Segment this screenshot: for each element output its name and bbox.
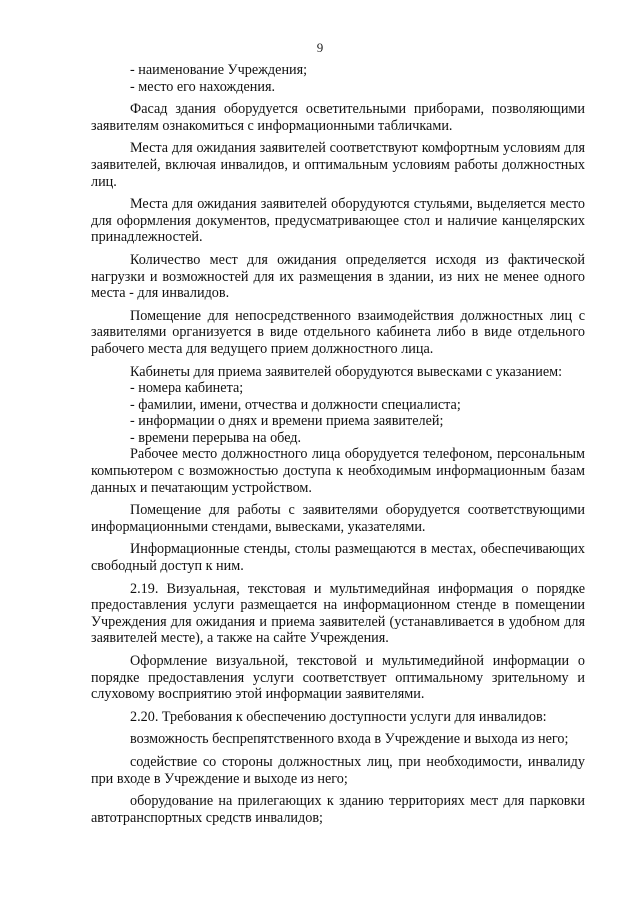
paragraph: 2.20. Требования к обеспечению доступности услуги для инвалидов: [130,708,547,725]
paragraph: Информационные стенды, столы размещаются в местах, обеспечивающих свободный доступ к ним. [91,541,585,575]
paragraph: Оформление визуальной, текстовой и мультимедийной информации о порядке предоставления услуги соответствует оптимальному зрительному и слуховому восприятию этой информации заявителями. [91,653,585,703]
paragraph: Помещение для непосредственного взаимодействия должностных лиц с заявителями организуется в виде отдельного кабинета либо в виде отдельного рабочего места для ведущего прием должностного лица. [91,307,585,357]
page-number: 9 [316,40,324,55]
list-item: - место его нахождения. [130,78,276,95]
list-item: - времени перерыва на обед. [130,429,302,446]
paragraph: Места для ожидания заявителей оборудуются стульями, выделяется место для оформления документов, предусматривающее стол и наличие канцелярских принадлежностей. [91,196,585,246]
paragraph: Количество мест для ожидания определяется исходя из фактической нагрузки и возможностей для их размещения в здании, из них не менее одного места - для инвалидов. [91,251,585,302]
paragraph: Фасад здания оборудуется осветительными приборами, позволяющими заявителям ознакомиться с информационными табличками. [91,101,585,134]
paragraph: содействие со стороны должностных лиц, при необходимости, инвалиду при входе в Учреждение и выходе из него; [91,753,585,787]
paragraph: Помещение для работы с заявителями оборудуется соответствующими информационными стендами, вывесками, указателями. [91,502,585,535]
paragraph: 2.19. Визуальная, текстовая и мультимедийная информация о порядке предоставления услуги размещается на информационном стенде в помещении Учреждения для ожидания и приема заявителей (устанавливается в удобном для заявителей месте), а также на сайте Учреждения. [91,580,585,647]
paragraph: Кабинеты для приема заявителей оборудуются вывесками с указанием: [130,363,563,380]
list-item: - информации о днях и времени приема заявителей; [130,413,444,430]
list-item: - фамилии, имени, отчества и должности специалиста; [130,396,461,413]
document-body [91,62,585,826]
paragraph: оборудование на прилегающих к зданию территориях мест для парковки автотранспортных средств инвалидов; [91,793,585,826]
paragraph: Места для ожидания заявителей соответствуют комфортным условиям для заявителей, включая инвалидов, и оптимальным условиям работы должностных лиц. [91,140,585,190]
list-item: - номера кабинета; [130,380,244,397]
paragraph: Рабочее место должностного лица оборудуется телефоном, персональным компьютером с возможностью доступа к необходимым информационным базам данных и печатающим устройством. [91,446,585,496]
list-item: - наименование Учреждения; [130,62,308,78]
paragraph: возможность беспрепятственного входа в Учреждение и выхода из него; [130,731,569,748]
